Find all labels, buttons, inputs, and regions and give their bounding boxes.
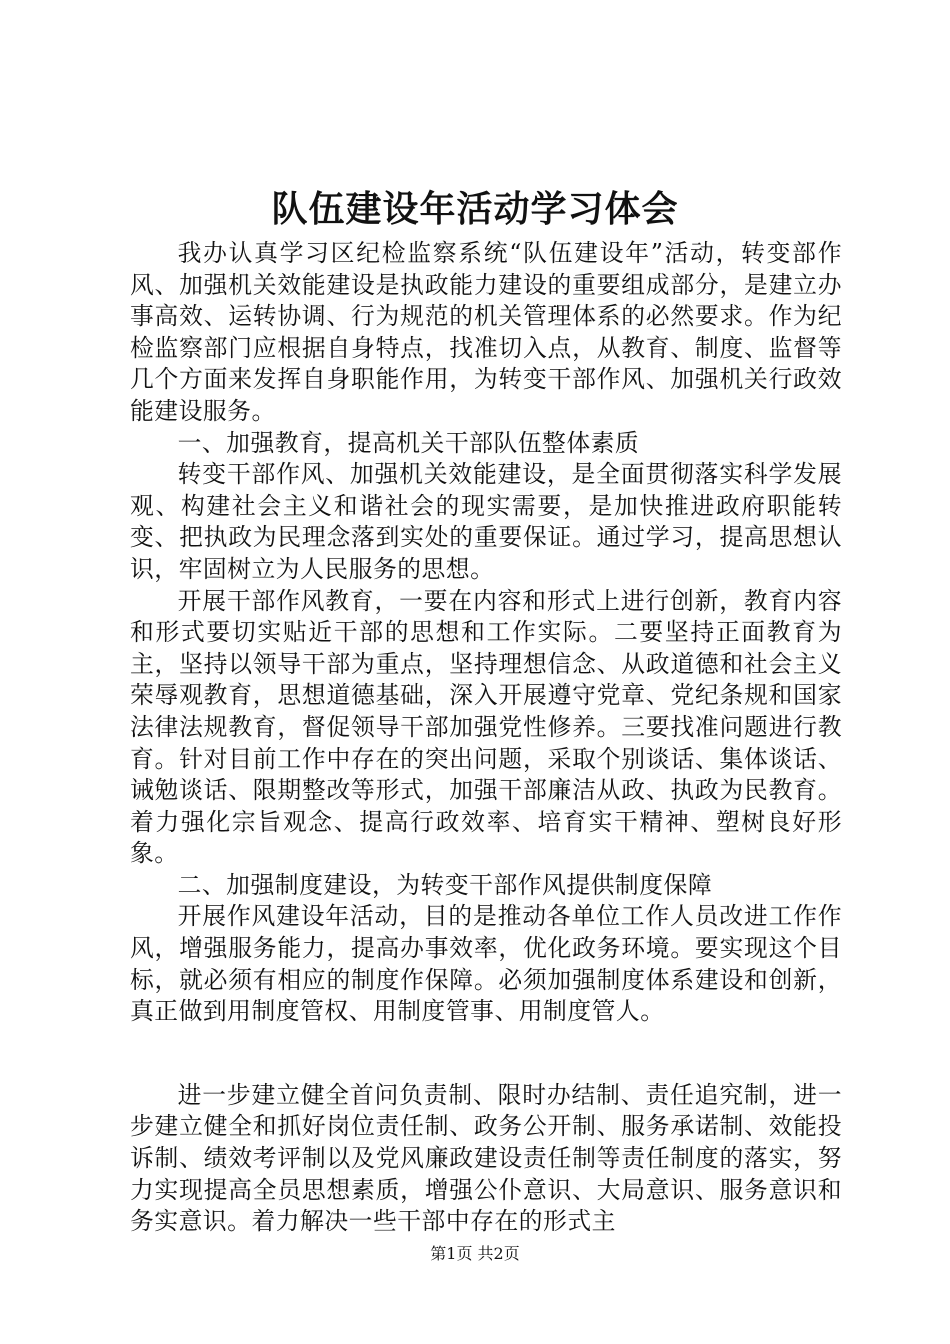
section-heading-1: 一、加强教育，提高机关干部队伍整体素质 (177, 428, 640, 457)
document-body (130, 238, 842, 1238)
paragraph-section2-b: 进一步建立健全首问负责制、限时办结制、责任追究制，进一步建立健全和抓好岗位责任制、政务公开制、服务承诺制、效能投诉制、绩效考评制以及党风廉政建设责任制等责任制度的落实，努力实现提高全员思想素质，增强公仆意识、大局意识、服务意识和务实意识。着力解决一些干部中存在的形式主 (130, 1080, 842, 1236)
paragraph-gap (130, 1028, 842, 1080)
paragraph-section1-b: 开展干部作风教育，一要在内容和形式上进行创新，教育内容和形式要切实贴近干部的思想和工作实际。二要坚持正面教育为主，坚持以领导干部为重点，坚持理想信念、从政道德和社会主义荣辱观教育，思想道德基础，深入开展遵守党章、党纪条规和国家法律法规教育，督促领导干部加强党性修养。三要找准问题进行教育。针对目前工作中存在的突出问题，采取个别谈话、集体谈话、诫勉谈话、限期整改等形式，加强干部廉洁从政、执政为民教育。着力强化宗旨观念、提高行政效率、培育实干精神、塑树良好形象。 (130, 586, 842, 868)
paragraph-section1-a: 转变干部作风、加强机关效能建设，是全面贯彻落实科学发展观、构建社会主义和谐社会的现实需要，是加快推进政府职能转变、把执政为民理念落到实处的重要保证。通过学习，提高思想认识，牢固树立为人民服务的思想。 (130, 460, 842, 583)
paragraph-intro: 我办认真学习区纪检监察系统“队伍建设年”活动，转变部作风、加强机关效能建设是执政能力建设的重要组成部分，是建立办事高效、运转协调、行为规范的机关管理体系的必然要求。作为纪检监察部门应根据自身特点，找准切入点，从教育、制度、监督等几个方面来发挥自身职能作用，为转变干部作风、加强机关行政效能建设服务。 (130, 239, 842, 425)
document-title: 队伍建设年活动学习体会 (271, 188, 679, 230)
page-footer: 第1页 共2页 (430, 1244, 520, 1263)
paragraph-section2-a: 开展作风建设年活动，目的是推动各单位工作人员改进工作作风，增强服务能力，提高办事效率，优化政务环境。要实现这个目标，就必须有相应的制度作保障。必须加强制度体系建设和创新，真正做到用制度管权、用制度管事、用制度管人。 (130, 902, 842, 1026)
section-heading-2: 二、加强制度建设，为转变干部作风提供制度保障 (177, 870, 713, 899)
